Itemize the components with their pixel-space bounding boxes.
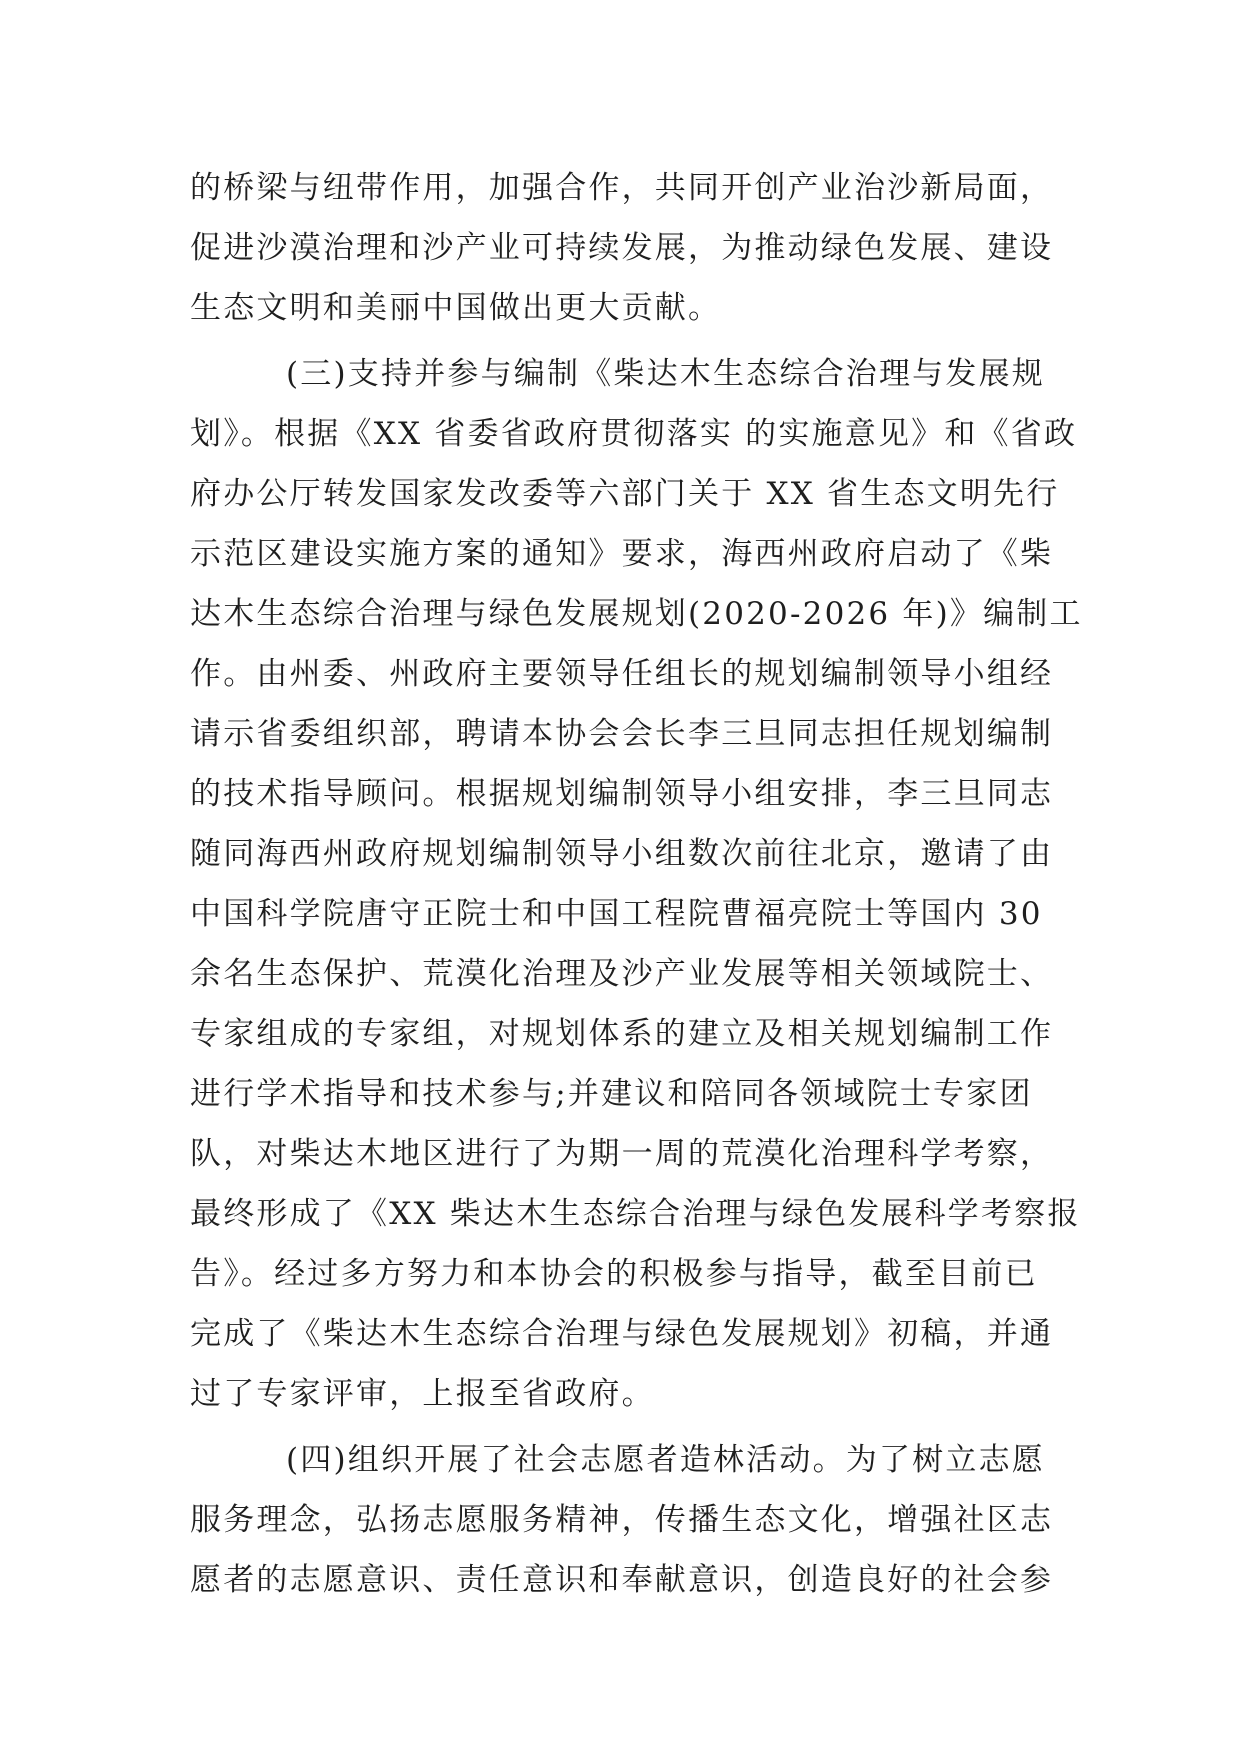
paragraph-2-line-4: 示范区建设实施方案的通知》要求，海西州政府启动了《柴	[190, 536, 1054, 572]
paragraph-2-line-7: 请示省委组织部，聘请本协会会长李三旦同志担任规划编制	[190, 716, 1054, 752]
paragraph-1-line-2: 促进沙漠治理和沙产业可持续发展，为推动绿色发展、建设	[190, 230, 1054, 266]
paragraph-2-line-18: 过了专家评审，上报至省政府。	[190, 1376, 655, 1412]
paragraph-3-line-1: (四)组织开展了社会志愿者造林活动。为了树立志愿	[286, 1442, 1045, 1478]
paragraph-3-line-2: 服务理念，弘扬志愿服务精神，传播生态文化，增强社区志	[190, 1502, 1054, 1538]
paragraph-1-line-1: 的桥梁与纽带作用，加强合作，共同开创产业治沙新局面，	[190, 170, 1054, 206]
paragraph-2-line-11: 余名生态保护、荒漠化治理及沙产业发展等相关领域院士、	[190, 956, 1054, 992]
paragraph-2-line-16: 告》。经过多方努力和本协会的积极参与指导，截至目前已	[190, 1256, 1038, 1292]
paragraph-2-line-9: 随同海西州政府规划编制领导小组数次前往北京，邀请了由	[190, 836, 1054, 872]
document-body	[190, 158, 1083, 1610]
paragraph-2-line-1: (三)支持并参与编制《柴达木生态综合治理与发展规	[286, 356, 1045, 392]
paragraph-1-line-3: 生态文明和美丽中国做出更大贡献。	[190, 290, 722, 326]
paragraph-3-line-3: 愿者的志愿意识、责任意识和奉献意识，创造良好的社会参	[190, 1562, 1054, 1598]
paragraph-2-line-2: 划》。根据《XX 省委省政府贯彻落实 的实施意见》和《省政	[190, 416, 1078, 452]
paragraph-2-line-12: 专家组成的专家组，对规划体系的建立及相关规划编制工作	[190, 1016, 1054, 1052]
paragraph-2-line-8: 的技术指导顾问。根据规划编制领导小组安排，李三旦同志	[190, 776, 1054, 812]
paragraph-2-line-10: 中国科学院唐守正院士和中国工程院曹福亮院士等国内 30	[190, 896, 1043, 932]
paragraph-2-line-17: 完成了《柴达木生态综合治理与绿色发展规划》初稿，并通	[190, 1316, 1054, 1352]
paragraph-2-line-13: 进行学术指导和技术参与;并建议和陪同各领域院士专家团	[190, 1076, 1033, 1112]
paragraph-2-line-5: 达木生态综合治理与绿色发展规划(2020-2026 年)》编制工	[190, 596, 1083, 632]
paragraph-2-line-15: 最终形成了《XX 柴达木生态综合治理与绿色发展科学考察报	[190, 1196, 1081, 1232]
paragraph-2-line-14: 队，对柴达木地区进行了为期一周的荒漠化治理科学考察，	[190, 1136, 1054, 1172]
paragraph-2-line-3: 府办公厅转发国家发改委等六部门关于 XX 省生态文明先行	[190, 476, 1060, 512]
paragraph-2-line-6: 作。由州委、州政府主要领导任组长的规划编制领导小组经	[190, 656, 1054, 692]
